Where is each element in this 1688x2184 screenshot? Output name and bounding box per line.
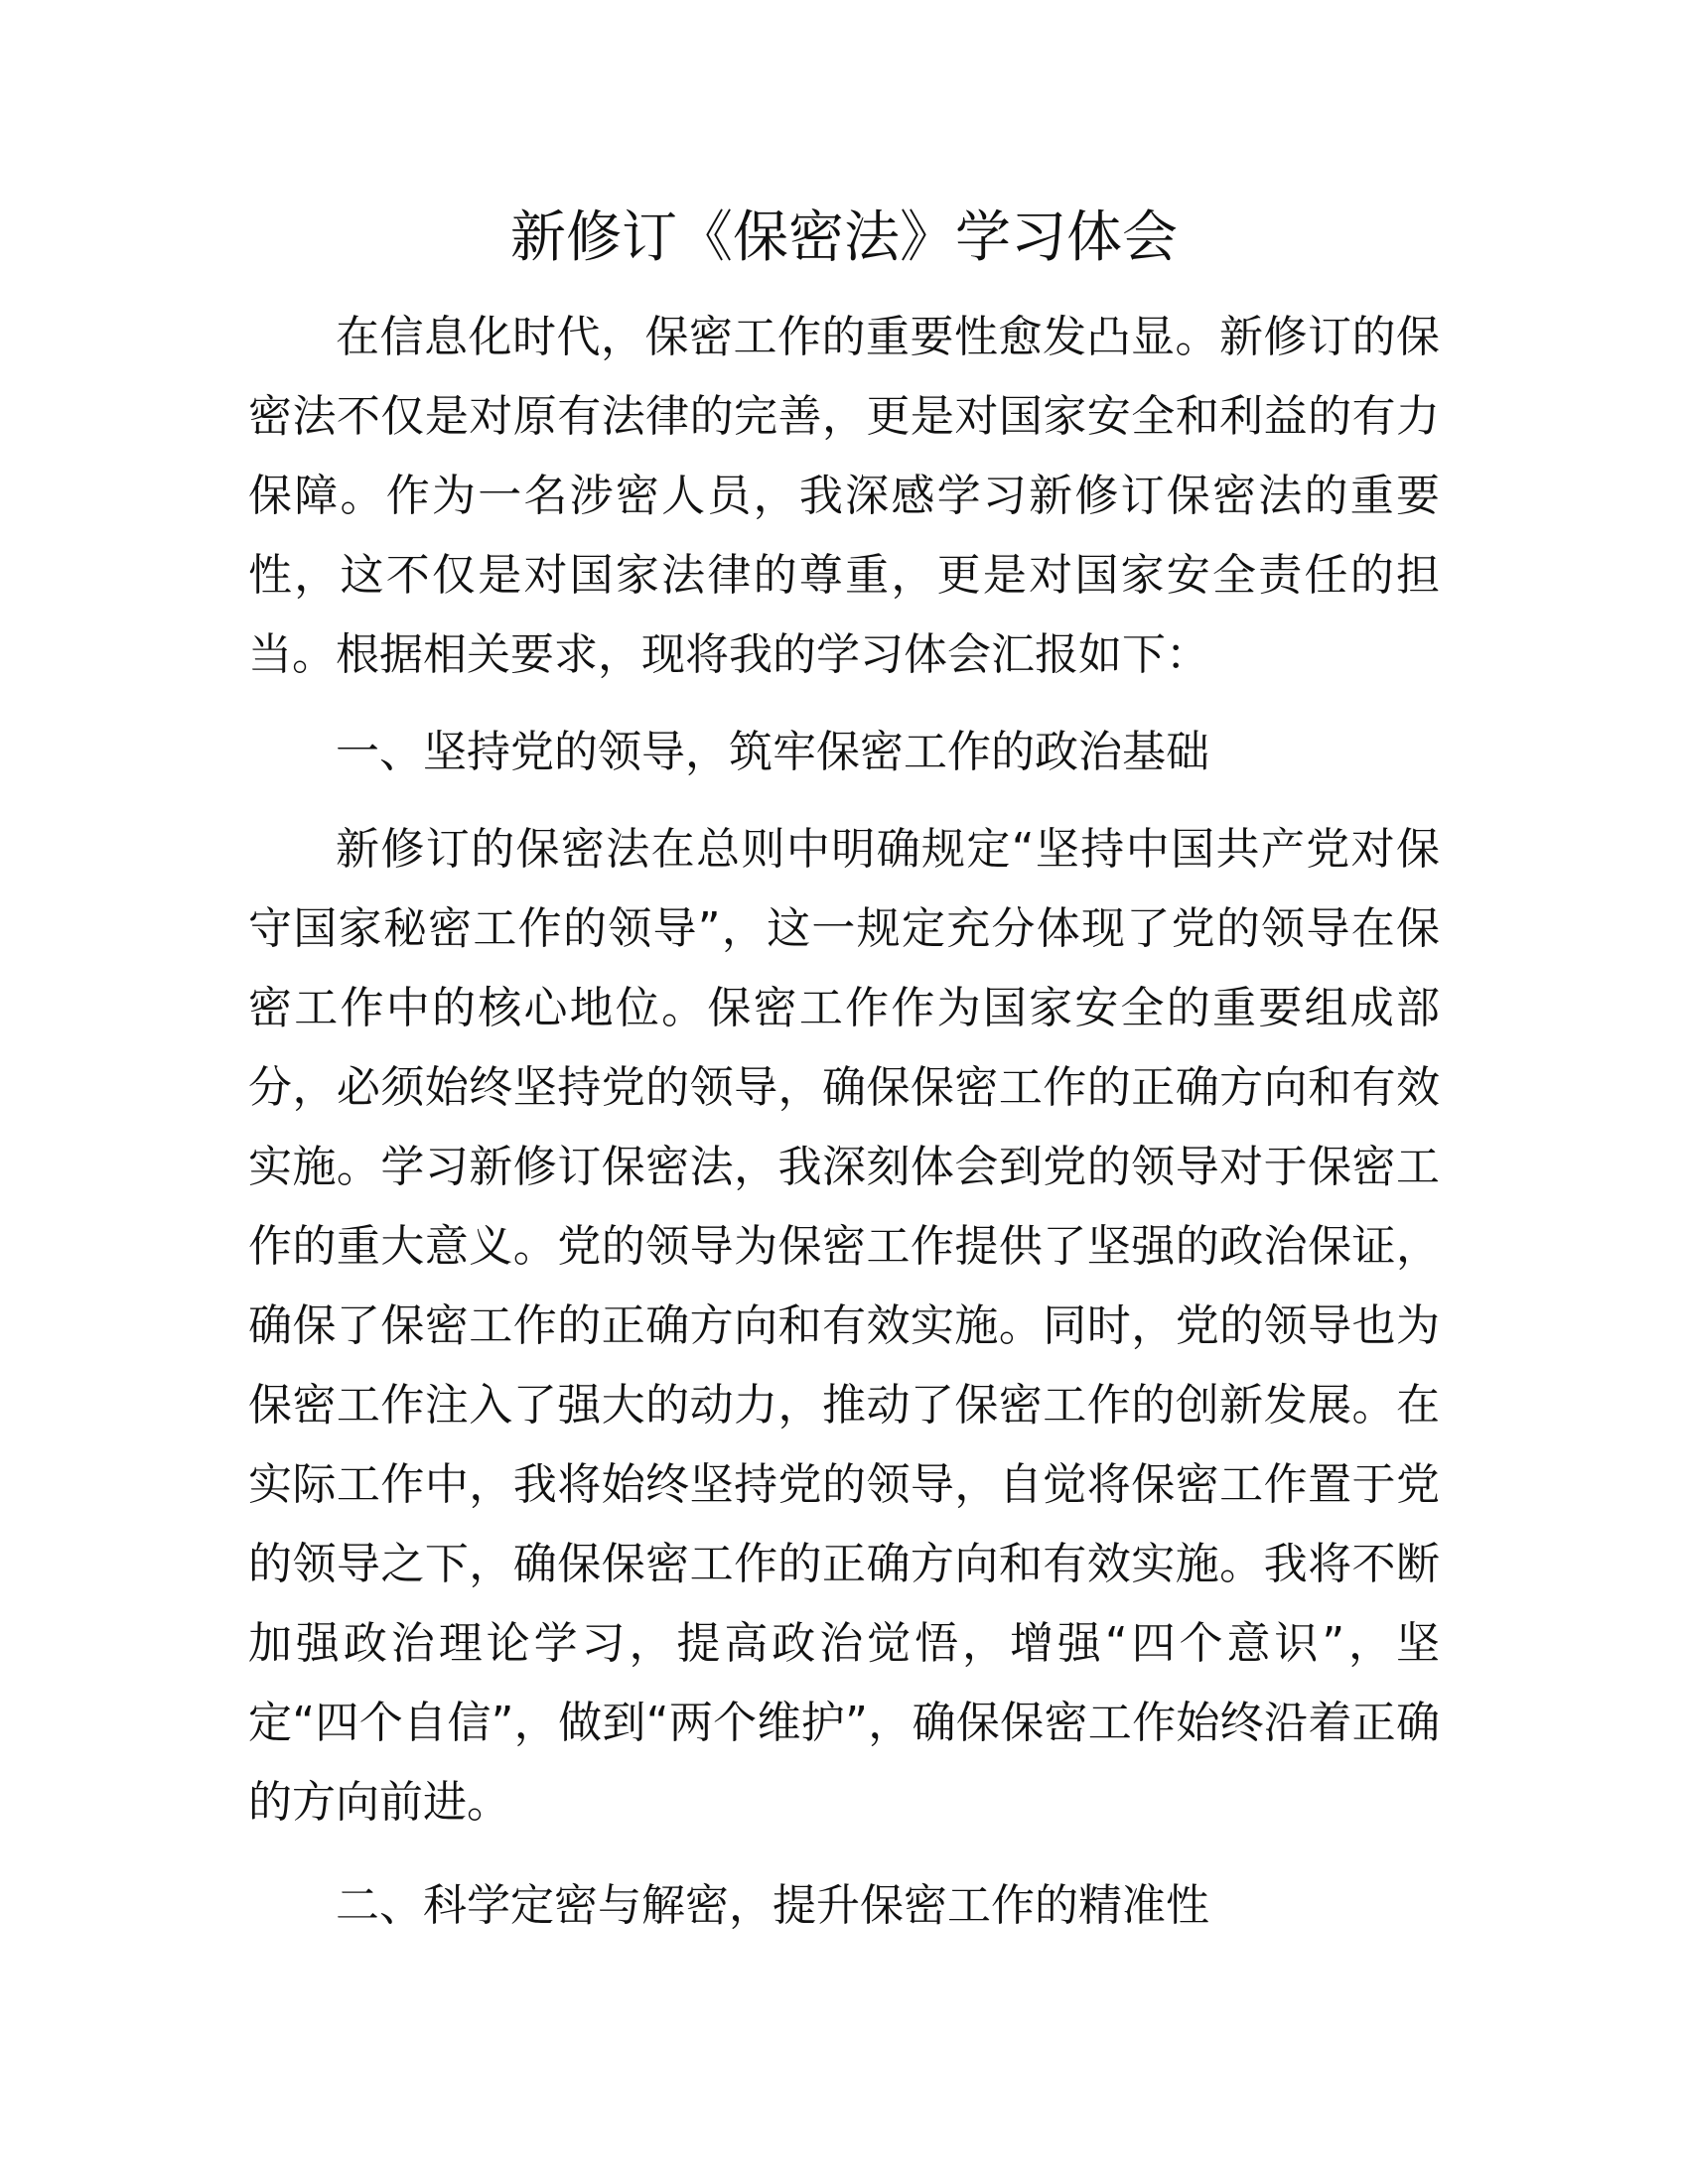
section-1-heading: 一、坚持党的领导，筑牢保密工作的政治基础 [336,727,1209,777]
section-1-paragraph: 新修订的保密法在总则中明确规定“坚持中国共产党对保守国家秘密工作的领导”，这一规定充分体现了党的领导在保密工作中的核心地位。保密工作作为国家安全的重要组成部分，必须始终坚持党的领导，确保保密工作的正确方向和有效实施。学习新修订保密法，我深刻体会到党的领导对于保密工作的重大意义。党的领导为保密工作提供了坚强的政治保证，确保了保密工作的正确方向和有效实施。同时，党的领导也为保密工作注入了强大的动力，推动了保密工作的创新发展。在实际工作中，我将始终坚持党的领导，自觉将保密工作置于党的领导之下，确保保密工作的正确方向和有效实施。我将不断加强政治理论学习，提高政治觉悟，增强“四个意识”，坚定“四个自信”，做到“两个维护”，确保保密工作始终沿着正确的方向前进。 [248,824,1440,1828]
document-title: 新修订《保密法》学习体会 [510,205,1178,270]
intro-paragraph: 在信息化时代，保密工作的重要性愈发凸显。新修订的保密法不仅是对原有法律的完善，更是对国家安全和利益的有力保障。作为一名涉密人员，我深感学习新修订保密法的重要性，这不仅是对国家法律的尊重，更是对国家安全责任的担当。根据相关要求，现将我的学习体会汇报如下： [248,312,1440,680]
document-body [248,298,1440,1946]
section-2-heading: 二、科学定密与解密，提升保密工作的精准性 [336,1880,1209,1931]
